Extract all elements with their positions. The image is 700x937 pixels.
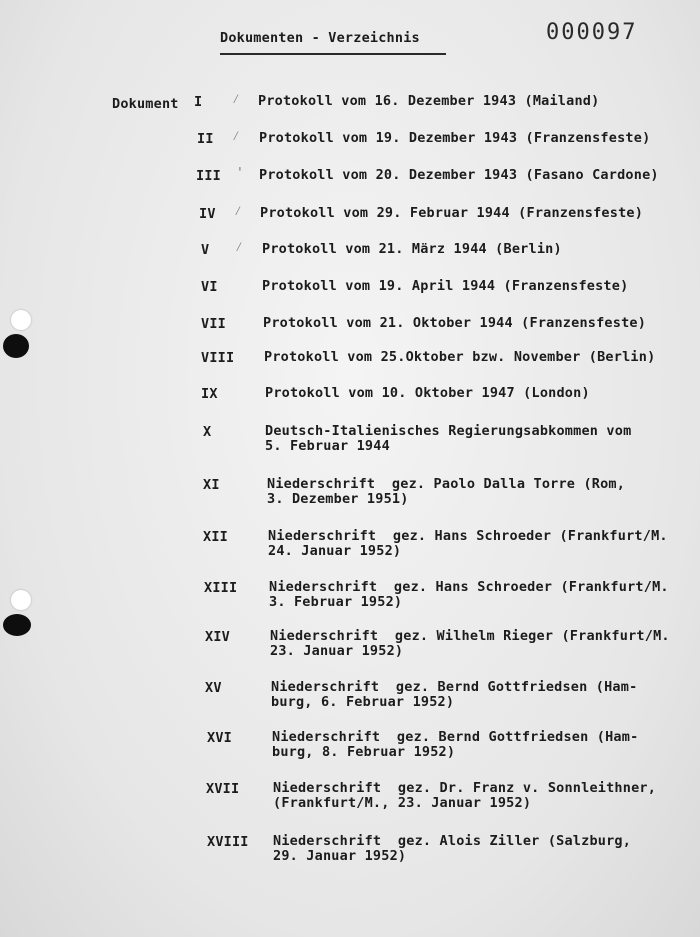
- entry-description: Protokoll vom 16. Dezember 1943 (Mailand): [258, 93, 600, 109]
- list-item: [0, 834, 700, 874]
- list-item: [0, 477, 700, 517]
- list-item: [0, 350, 700, 390]
- entry-numeral: XV: [205, 680, 222, 696]
- entry-numeral: XVI: [207, 730, 232, 746]
- entry-description: Protokoll vom 29. Februar 1944 (Franzensfeste): [260, 205, 644, 221]
- list-item: [0, 424, 700, 464]
- list-item: [0, 680, 700, 720]
- list-item: [0, 629, 700, 669]
- punch-hole: [3, 334, 29, 358]
- punch-hole: [3, 614, 31, 636]
- check-mark-icon: ⁄: [232, 129, 241, 144]
- entry-numeral: III: [196, 168, 221, 184]
- entry-description: Deutsch-Italienisches Regierungsabkommen vom 5. Februar 1944: [265, 423, 632, 454]
- list-item: [0, 168, 700, 208]
- document-title: Dokumenten - Verzeichnis: [220, 30, 420, 46]
- punch-hole: [11, 590, 31, 610]
- check-mark-icon: ⁄: [235, 240, 244, 255]
- entry-description: Protokoll vom 19. April 1944 (Franzensfeste): [262, 278, 629, 294]
- entry-description: Niederschrift gez. Paolo Dalla Torre (Rom, 3. Dezember 1951): [267, 476, 626, 507]
- entry-numeral: IX: [201, 386, 218, 402]
- list-item: [0, 279, 700, 319]
- entry-numeral: VI: [201, 279, 218, 295]
- entry-numeral: XVII: [206, 781, 240, 797]
- entry-numeral: IV: [199, 206, 216, 222]
- entry-description: Protokoll vom 10. Oktober 1947 (London): [265, 385, 590, 401]
- entry-numeral: V: [201, 242, 210, 258]
- punch-hole: [11, 310, 31, 330]
- entry-numeral: XIII: [204, 580, 238, 596]
- list-item: [0, 580, 700, 620]
- entry-numeral: XI: [203, 477, 220, 493]
- list-item: [0, 730, 700, 770]
- entry-description: Niederschrift gez. Hans Schroeder (Frankfurt/M. 3. Februar 1952): [269, 579, 669, 610]
- entry-description: Protokoll vom 21. Oktober 1944 (Franzensfeste): [263, 315, 647, 331]
- check-mark-icon: ⁄: [234, 204, 243, 219]
- document-label: Dokument: [112, 96, 179, 112]
- entry-numeral: VIII: [201, 350, 235, 366]
- entry-numeral: XIV: [205, 629, 230, 645]
- list-item: [0, 386, 700, 426]
- entry-numeral: VII: [201, 316, 226, 332]
- list-item: [0, 206, 700, 246]
- entry-description: Niederschrift gez. Bernd Gottfriedsen (Ham- burg, 8. Februar 1952): [272, 729, 639, 760]
- entry-description: Niederschrift gez. Alois Ziller (Salzburg, 29. Januar 1952): [273, 833, 632, 864]
- check-mark-icon: ⁄: [232, 92, 241, 107]
- list-item: [0, 131, 700, 171]
- entry-description: Niederschrift gez. Wilhelm Rieger (Frankfurt/M. 23. Januar 1952): [270, 628, 670, 659]
- document-number: 000097: [546, 20, 638, 45]
- entry-numeral: XVIII: [207, 834, 249, 850]
- entry-description: Protokoll vom 25.Oktober bzw. November (Berlin): [264, 349, 656, 365]
- title-underline: [220, 53, 446, 55]
- entry-description: Protokoll vom 21. März 1944 (Berlin): [262, 241, 562, 257]
- entry-description: Protokoll vom 20. Dezember 1943 (Fasano Cardone): [259, 167, 659, 183]
- entry-numeral: XII: [203, 529, 228, 545]
- check-mark-icon: ': [236, 166, 245, 181]
- entry-description: Niederschrift gez. Dr. Franz v. Sonnleithner, (Frankfurt/M., 23. Januar 1952): [273, 780, 657, 811]
- list-item: [0, 529, 700, 569]
- list-item: [0, 94, 700, 134]
- entry-description: Niederschrift gez. Hans Schroeder (Frankfurt/M. 24. Januar 1952): [268, 528, 668, 559]
- entry-description: Niederschrift gez. Bernd Gottfriedsen (Ham- burg, 6. Februar 1952): [271, 679, 638, 710]
- entry-numeral: X: [203, 424, 212, 440]
- entry-numeral: I: [194, 94, 203, 110]
- entry-description: Protokoll vom 19. Dezember 1943 (Franzensfeste): [259, 130, 651, 146]
- entry-numeral: II: [197, 131, 214, 147]
- list-item: [0, 242, 700, 282]
- list-item: [0, 781, 700, 821]
